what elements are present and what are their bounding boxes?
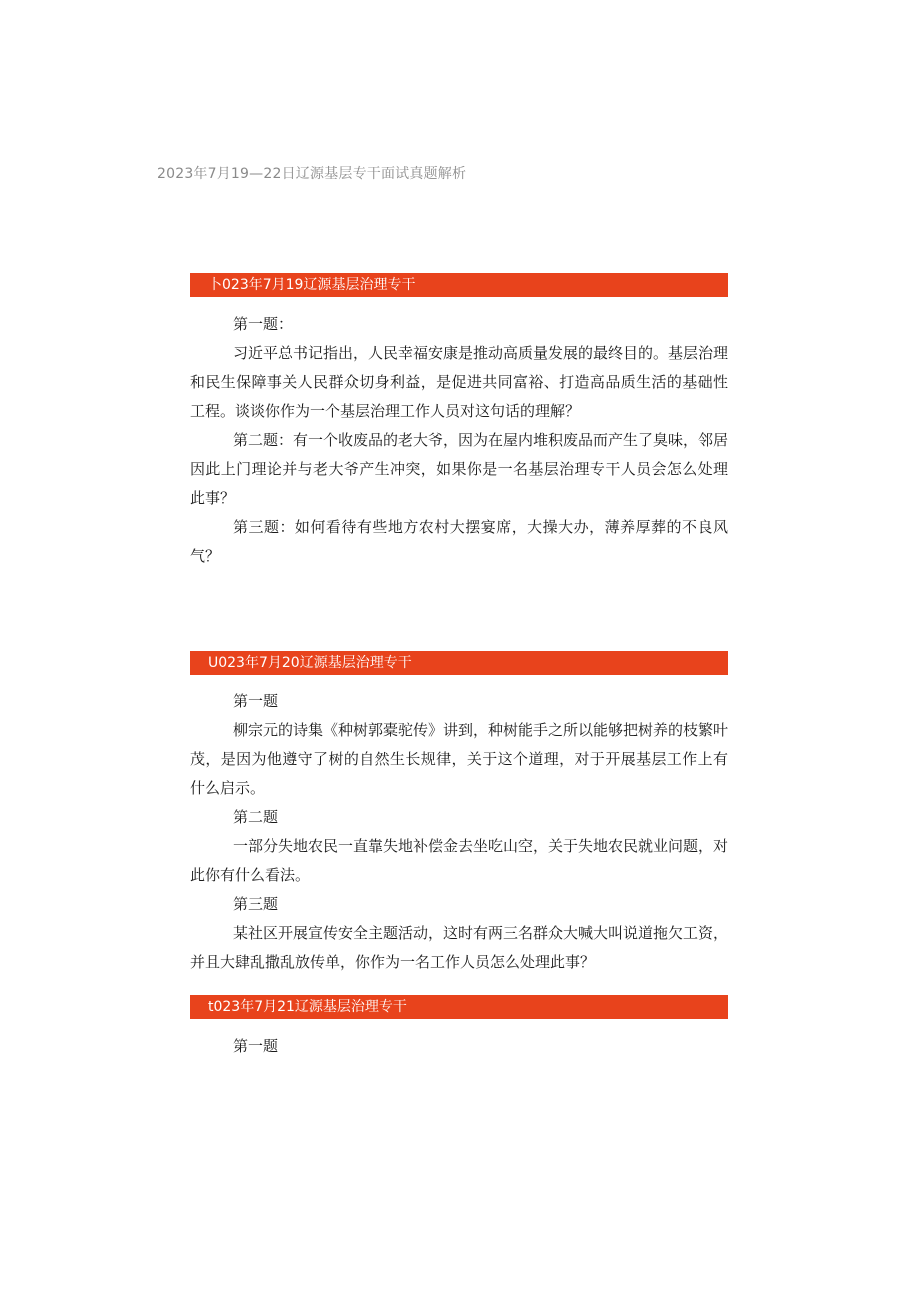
question-text: 柳宗元的诗集《种树郭橐驼传》讲到，种树能手之所以能够把树养的枝繁叶茂，是因为他遵守了树的自然生长规律，关于这个道理，对于开展基层工作上有什么启示。: [190, 721, 729, 797]
question-text: 第二题：有一个收废品的老大爷，因为在屋内堆积废品而产生了臭味，邻居因此上门理论并与老大爷产生冲突，如果你是一名基层治理专干人员会怎么处理此事？: [190, 431, 729, 507]
section-body-0720: [190, 687, 728, 977]
question-label: 第三题: [233, 895, 279, 913]
question-text: 一部分失地农民一直靠失地补偿金去坐吃山空，关于失地农民就业问题，对此你有什么看法。: [190, 837, 729, 884]
section-header-0720: U023年7月20辽源基层治理专干: [190, 651, 728, 675]
section-body-0719: [190, 310, 728, 571]
question-label: 第一题: [233, 692, 279, 710]
question-text: 第三题：如何看待有些地方农村大摆宴席，大操大办，薄养厚葬的不良风气？: [190, 518, 728, 565]
section-header-0721: t023年7月21辽源基层治理专干: [190, 995, 728, 1019]
document-title: 2023年7月19—22日辽源基层专干面试真题解析: [157, 166, 467, 182]
question-text: 习近平总书记指出，人民幸福安康是推动高质量发展的最终目的。基层治理和民生保障事关人民群众切身利益，是促进共同富裕、打造高品质生活的基础性工程。谈谈你作为一个基层治理工作人员对这句话的理解？: [190, 344, 729, 420]
question-label: 第一题: [233, 1037, 279, 1055]
question-label: 第二题: [233, 808, 279, 826]
question-label: 第一题：: [233, 315, 294, 333]
section-header-0719: 卜023年7月19辽源基层治理专干: [190, 273, 728, 297]
section-body-0721: [190, 1032, 728, 1061]
question-text: 某社区开展宣传安全主题活动，这时有两三名群众大喊大叫说道拖欠工资，并且大肆乱撒乱放传单，你作为一名工作人员怎么处理此事？: [190, 924, 729, 971]
